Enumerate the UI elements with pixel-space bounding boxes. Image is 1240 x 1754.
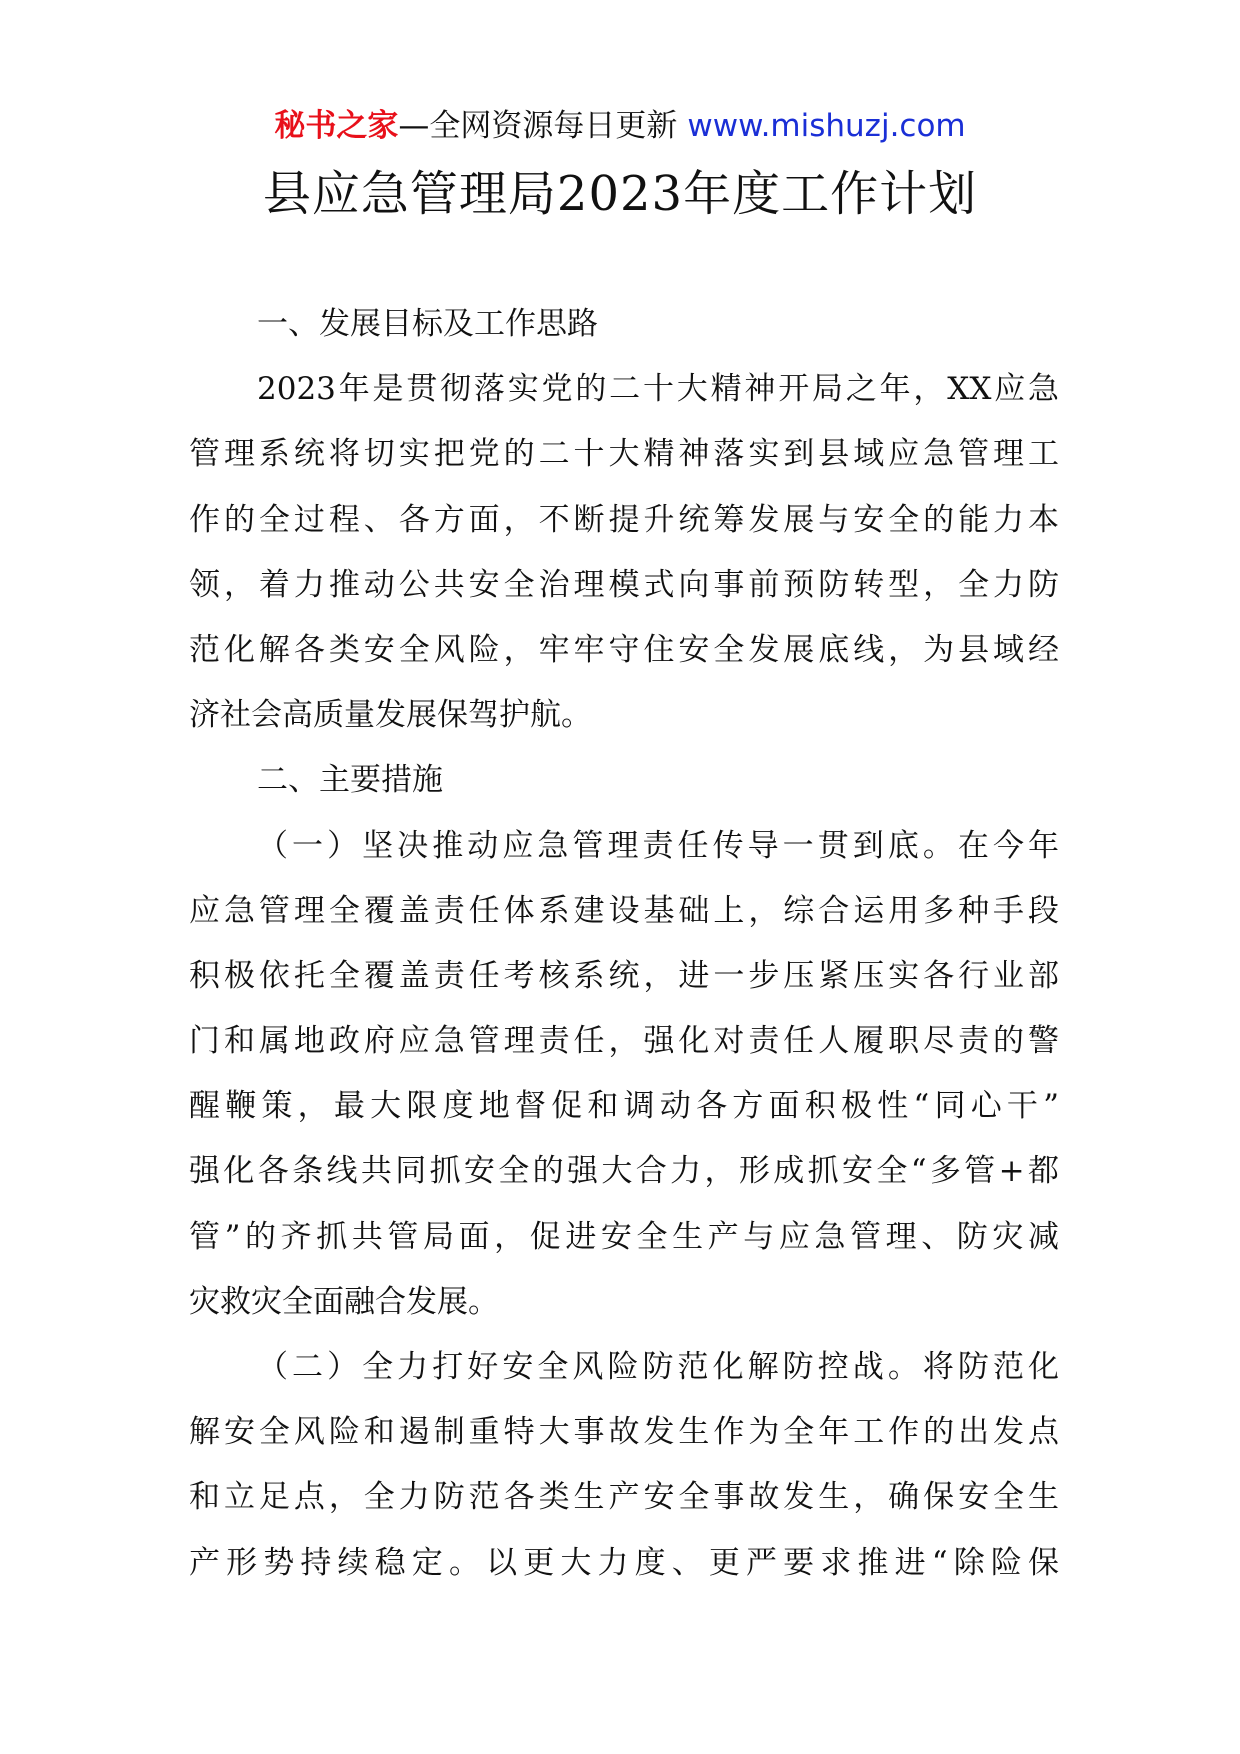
section-heading-1: 一、发展目标及工作思路 bbox=[257, 306, 598, 342]
paragraph-line: 济社会高质量发展保驾护航。 bbox=[189, 697, 592, 734]
banner-dash: — bbox=[398, 108, 430, 144]
document-title: 县应急管理局2023年度工作计划 bbox=[262, 166, 978, 222]
paragraph-line: 解安全风险和遏制重特大事故发生作为全年工作的出发点 bbox=[189, 1414, 1059, 1451]
paragraph-line: （一）坚决推动应急管理责任传导一贯到底。在今年 bbox=[257, 827, 1059, 864]
paragraph-line: 门和属地政府应急管理责任，强化对责任人履职尽责的警 bbox=[189, 1023, 1059, 1060]
section-heading-2: 二、主要措施 bbox=[257, 762, 443, 799]
paragraph-line: 和立足点，全力防范各类生产安全事故发生，确保安全生 bbox=[189, 1479, 1059, 1516]
brand-name: 秘书之家 bbox=[274, 108, 399, 144]
paragraph-line: 积极依托全覆盖责任考核系统，进一步压紧压实各行业部 bbox=[189, 957, 1059, 994]
paragraph-line: 领，着力推动公共安全治理模式向事前预防转型，全力防 bbox=[189, 566, 1059, 603]
website-link[interactable]: www.mishuzj.com bbox=[687, 108, 966, 144]
paragraph-line: 2023年是贯彻落实党的二十大精神开局之年，XX应急 bbox=[257, 371, 1059, 408]
paragraph-line: 灾救灾全面融合发展。 bbox=[189, 1283, 499, 1320]
header-banner bbox=[0, 104, 1240, 148]
paragraph-line: （二）全力打好安全风险防范化解防控战。将防范化 bbox=[257, 1349, 1059, 1385]
paragraph-line: 应急管理全覆盖责任体系建设基础上，综合运用多种手段 bbox=[189, 892, 1059, 929]
paragraph-line: 作的全过程、各方面，不断提升统筹发展与安全的能力本 bbox=[189, 501, 1059, 538]
paragraph-line: 强化各条线共同抓安全的强大合力，形成抓安全“多管+都 bbox=[189, 1153, 1059, 1190]
paragraph-line: 产形势持续稳定。以更大力度、更严要求推进“除险保 bbox=[189, 1544, 1059, 1581]
paragraph-line: 范化解各类安全风险，牢牢守住安全发展底线，为县域经 bbox=[189, 631, 1059, 668]
paragraph-line: 管”的齐抓共管局面，促进安全生产与应急管理、防灾减 bbox=[189, 1218, 1059, 1255]
banner-slogan: 全网资源每日更新 bbox=[429, 108, 678, 144]
paragraph-line: 管理系统将切实把党的二十大精神落实到县域应急管理工 bbox=[189, 436, 1059, 473]
document-body bbox=[189, 292, 1059, 1596]
paragraph-line: 醒鞭策，最大限度地督促和调动各方面积极性“同心干” bbox=[189, 1088, 1059, 1125]
